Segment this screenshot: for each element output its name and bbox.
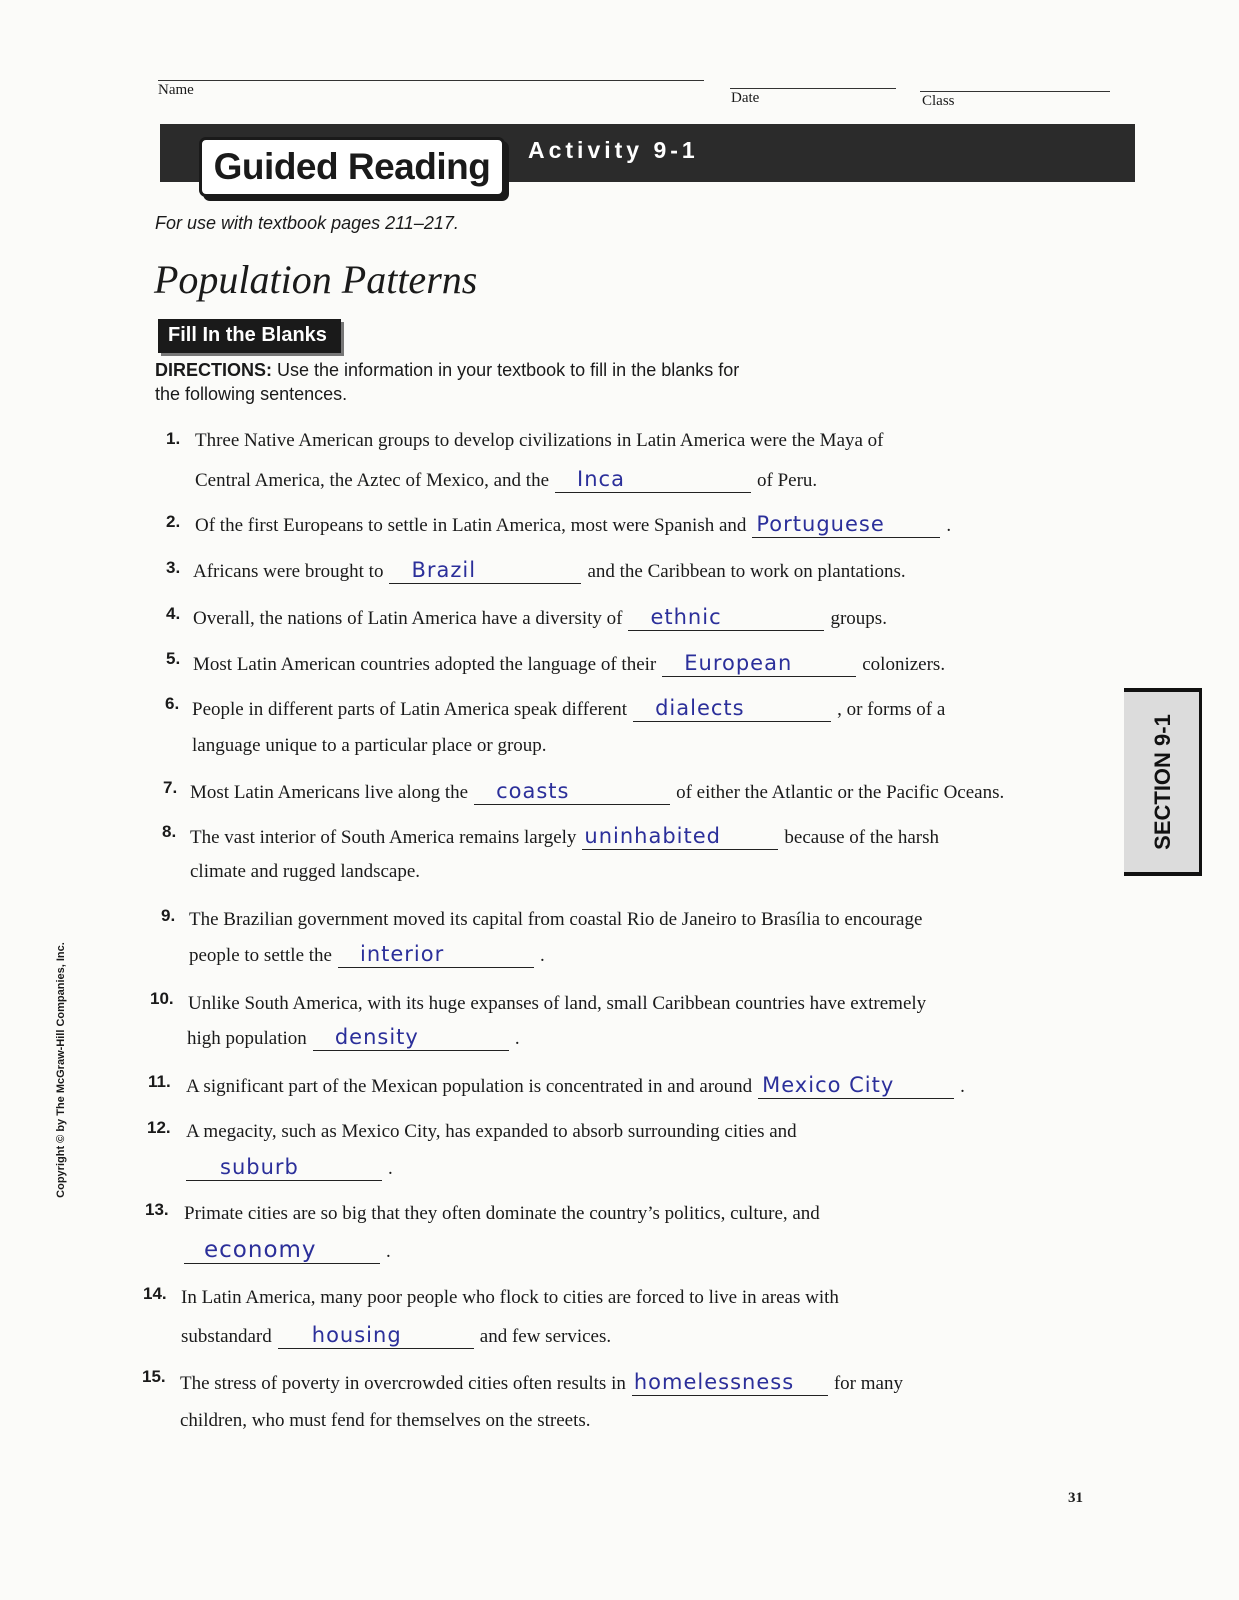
question-line xyxy=(178,1237,391,1264)
answer-blank[interactable] xyxy=(632,1372,828,1396)
question-line xyxy=(192,698,945,722)
answer-blank[interactable] xyxy=(278,1325,474,1349)
question-text: colonizers. xyxy=(862,654,946,675)
directions-line1: Use the information in your textbook to fill in the blanks for xyxy=(277,360,740,380)
class-line xyxy=(920,91,1110,92)
directions-line2: the following sentences. xyxy=(155,384,348,404)
answer-blank[interactable] xyxy=(758,1075,954,1099)
question-text: A megacity, such as Mexico City, has expanded to absorb surrounding cities and xyxy=(186,1121,797,1142)
answer-blank[interactable] xyxy=(752,514,940,538)
handwritten-answer: homelessness xyxy=(633,1370,795,1394)
handwritten-answer: economy xyxy=(204,1237,317,1263)
directions-label: DIRECTIONS: xyxy=(155,360,272,380)
answer-blank[interactable] xyxy=(186,1157,382,1181)
question-number: 1. xyxy=(166,429,181,448)
question-line xyxy=(181,1325,611,1349)
textbook-pages-note: For use with textbook pages 211–217. xyxy=(155,213,459,233)
question-text: Of the first Europeans to settle in Latin America, most were Spanish and xyxy=(195,515,747,536)
question-number: 7. xyxy=(163,778,178,797)
question-text: . xyxy=(388,1158,393,1179)
handwritten-answer: European xyxy=(684,651,793,675)
question-number: 9. xyxy=(161,906,176,925)
question-text: People in different parts of Latin America speak different xyxy=(192,699,628,720)
handwritten-answer: interior xyxy=(359,942,445,966)
question-text: Unlike South America, with its huge expanses of land, small Caribbean countries have extremely xyxy=(188,993,927,1014)
answer-blank[interactable] xyxy=(662,653,856,677)
handwritten-answer: Inca xyxy=(577,467,625,491)
directions xyxy=(155,358,875,406)
answer-blank[interactable] xyxy=(633,698,831,722)
question-text: Africans were brought to xyxy=(193,561,384,582)
handwritten-answer: dialects xyxy=(655,696,745,720)
question-text: In Latin America, many poor people who flock to cities are forced to live in areas with xyxy=(181,1287,839,1308)
question-text: The vast interior of South America remains largely xyxy=(190,827,577,848)
question-line xyxy=(189,944,545,968)
question-line xyxy=(190,826,939,850)
question-line xyxy=(186,1075,965,1099)
handwritten-answer: Portuguese xyxy=(756,512,885,536)
handwritten-answer: Brazil xyxy=(411,558,477,582)
question-line xyxy=(193,607,887,631)
copyright-notice: Copyright © by The McGraw-Hill Companies, Inc. xyxy=(55,942,67,1198)
handwritten-answer: density xyxy=(334,1025,419,1049)
question-text: of either the Atlantic or the Pacific Oceans. xyxy=(676,782,1005,803)
question-text: people to settle the xyxy=(189,945,332,966)
answer-blank[interactable] xyxy=(313,1027,509,1051)
question-text: climate and rugged landscape. xyxy=(190,861,421,882)
answer-blank[interactable] xyxy=(389,560,581,584)
question-line xyxy=(193,560,906,584)
question-text: Most Latin American countries adopted the language of their xyxy=(193,654,657,675)
answer-blank[interactable] xyxy=(628,607,824,631)
question-text: and few services. xyxy=(479,1326,612,1347)
question-text: Primate cities are so big that they often dominate the country’s politics, culture, and xyxy=(184,1203,820,1224)
question-line xyxy=(180,1157,393,1181)
question-line xyxy=(180,1372,903,1396)
answer-blank[interactable] xyxy=(338,944,534,968)
question-number: 3. xyxy=(166,558,181,577)
answer-blank[interactable] xyxy=(555,469,751,493)
question-text: , or forms of a xyxy=(837,699,946,720)
question-line xyxy=(190,781,1004,805)
answer-blank[interactable] xyxy=(582,826,778,850)
handwritten-answer: suburb xyxy=(220,1155,299,1179)
question-text: language unique to a particular place or group. xyxy=(192,735,547,756)
page-number: 31 xyxy=(1068,1490,1083,1506)
question-number: 6. xyxy=(165,694,180,713)
answer-blank[interactable] xyxy=(474,781,670,805)
name-label: Name xyxy=(158,82,194,98)
date-line xyxy=(730,88,896,89)
question-number: 2. xyxy=(166,512,181,531)
question-text: Overall, the nations of Latin America have a diversity of xyxy=(193,608,623,629)
activity-label: Activity 9-1 xyxy=(528,137,699,163)
section-tab-label: SECTION 9-1 xyxy=(1150,714,1175,850)
question-text: . xyxy=(960,1076,965,1097)
question-text: high population xyxy=(187,1028,307,1049)
question-text: . xyxy=(386,1241,391,1262)
question-number: 5. xyxy=(166,649,181,668)
question-text: for many xyxy=(833,1373,903,1394)
question-number: 8. xyxy=(162,822,177,841)
section-label: Fill In the Blanks xyxy=(158,319,341,353)
handwritten-answer: ethnic xyxy=(650,605,722,629)
question-number: 12. xyxy=(147,1118,171,1137)
question-number: 15. xyxy=(142,1367,166,1386)
question-text: Central America, the Aztec of Mexico, and the xyxy=(195,470,550,491)
question-number: 13. xyxy=(145,1200,169,1219)
question-text: groups. xyxy=(830,608,887,629)
question-line xyxy=(187,1027,520,1051)
name-line xyxy=(158,80,704,81)
question-line xyxy=(193,653,945,677)
class-label: Class xyxy=(922,93,955,109)
question-text: because of the harsh xyxy=(784,827,939,848)
question-number: 4. xyxy=(166,604,181,623)
handwritten-answer: uninhabited xyxy=(584,824,721,848)
question-text: Most Latin Americans live along the xyxy=(190,782,469,803)
answer-blank[interactable] xyxy=(184,1237,380,1264)
question-number: 11. xyxy=(148,1072,171,1091)
guided-reading-title: Guided Reading xyxy=(199,137,505,197)
question-line xyxy=(195,469,817,493)
question-text: The stress of poverty in overcrowded cities often results in xyxy=(180,1373,626,1394)
handwritten-answer: housing xyxy=(311,1323,402,1347)
handwritten-answer: Mexico City xyxy=(762,1073,895,1097)
question-text: . xyxy=(946,515,952,536)
question-text: The Brazilian government moved its capital from coastal Rio de Janeiro to Brasília to encourage xyxy=(189,909,923,930)
question-text: Three Native American groups to develop civilizations in Latin America were the Maya of xyxy=(195,430,884,451)
question-number: 14. xyxy=(143,1284,167,1303)
question-text: . xyxy=(539,945,545,966)
question-text: substandard xyxy=(181,1326,272,1347)
question-number: 10. xyxy=(150,989,174,1008)
question-line xyxy=(195,514,951,538)
page-title: Population Patterns xyxy=(154,257,478,302)
date-label: Date xyxy=(731,90,760,106)
question-text: and the Caribbean to work on plantations. xyxy=(587,561,906,582)
question-text: children, who must fend for themselves on the streets. xyxy=(180,1410,591,1431)
question-text: A significant part of the Mexican population is concentrated in and around xyxy=(186,1076,753,1097)
handwritten-answer: coasts xyxy=(496,779,570,803)
question-text: of Peru. xyxy=(757,470,818,491)
question-text: . xyxy=(514,1028,520,1049)
